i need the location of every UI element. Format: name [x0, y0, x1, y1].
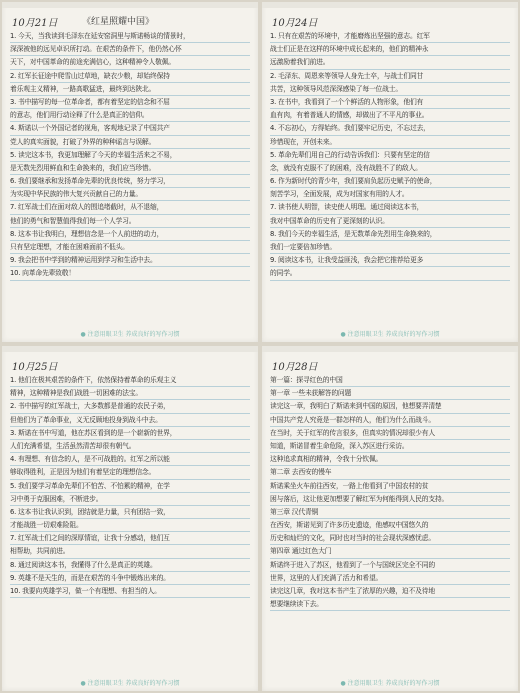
text-line: 相帮助，共同前进。	[10, 545, 250, 558]
text-line: 深深被他的远见卓识所打动。在艰苦的条件下，他仍然心怀	[10, 43, 250, 56]
text-line: 3. 书中描写的每一位革命者，都有着坚定的信念和不屈	[10, 96, 250, 109]
text-line: 共苦，这种领导风范深深感染了每一位战士。	[270, 83, 510, 96]
page-footer: ● 注意用眼卫生 养成良好的写作习惯	[80, 680, 180, 687]
text-line: 9. 我会把书中学到的精神运用到学习和生活中去。	[10, 254, 250, 267]
text-line: 着乐观主义精神，一路高歌猛进，最终到达陕北。	[10, 83, 250, 96]
text-line: 2. 书中描写的红军战士，大多数都是普通的农民子弟，	[10, 400, 250, 413]
text-line: 念，就没有克服不了的困难，没有战胜不了的敌人。	[270, 162, 510, 175]
text-line: 7. 红军战士们之间的深厚情谊，让我十分感动，他们互	[10, 532, 250, 545]
text-line: 知道，斯诺冒着生命危险，深入苏区进行采访。	[270, 440, 510, 453]
handwritten-lines	[10, 30, 250, 318]
text-line: 6. 作为新时代的青少年，我们要肩负起历史赋予的使命，	[270, 175, 510, 188]
text-line: 斯诺乘坐火车前往西安，一路上他看到了中国农村的贫	[270, 480, 510, 493]
text-line: 5. 读完这本书，我更加理解了今天的幸福生活来之不易，	[10, 149, 250, 162]
page-footer: ● 注意用眼卫生 养成良好的写作习惯	[80, 331, 180, 338]
text-line: 2. 红军长征途中爬雪山过草地，缺衣少粮，却始终保持	[10, 70, 250, 83]
handwritten-lines	[270, 374, 510, 667]
page-binding-strip	[262, 346, 518, 352]
text-line: 战士们正是在这样的环境中成长起来的，他们的精神永	[270, 43, 510, 56]
text-line: 中国共产党人究竟是一群怎样的人，他们为什么而战斗。	[270, 414, 510, 427]
notebook-page-1	[2, 2, 258, 342]
text-line: 精神，这种精神是我们战胜一切困难的法宝。	[10, 387, 250, 400]
text-line: 第二章 去西安的慢车	[270, 466, 510, 479]
text-line: 1. 只有在艰苦的环境中，才能磨炼出坚强的意志。红军	[270, 30, 510, 43]
text-line: 血有肉，有着普通人的情感，却做出了不平凡的事业。	[270, 109, 510, 122]
handwritten-lines	[270, 30, 510, 318]
text-line: 的意志，他们用行动诠释了什么是真正的信仰。	[10, 109, 250, 122]
text-line: 8. 我们今天的幸福生活，是无数革命先烈用生命换来的，	[270, 228, 510, 241]
text-line: 4. 有理想、有信念的人，是不可战胜的。红军之所以能	[10, 453, 250, 466]
text-line: 习中勇于克服困难，不断进步。	[10, 493, 250, 506]
page-date: 10月24日	[272, 18, 318, 29]
page-binding-strip	[2, 2, 258, 8]
text-line: 3. 在书中，我看到了一个个鲜活的人物形象，他们有	[270, 96, 510, 109]
text-line: 读完这几章，我对这本书产生了浓厚的兴趣，迫不及待地	[270, 585, 510, 598]
text-line: 够取得胜利，正是因为他们有着坚定的理想信念。	[10, 466, 250, 479]
text-line: 第一篇：探寻红色的中国	[270, 374, 510, 387]
text-line: 第三章 汉代青铜	[270, 506, 510, 519]
page-date: 10月25日	[12, 362, 58, 373]
text-line: 第一章 一些未获解答的问题	[270, 387, 510, 400]
text-line: 5. 我们要学习革命先辈们不怕苦、不怕累的精神，在学	[10, 480, 250, 493]
text-line: 远激励着我们前进。	[270, 56, 510, 69]
text-line: 的同学。	[270, 267, 510, 280]
text-line: 在西安，斯诺见到了许多历史遗迹，他感叹中国悠久的	[270, 519, 510, 532]
text-line: 在当时，关于红军的传言很多，但真实的情况却很少有人	[270, 427, 510, 440]
text-line: 历史和灿烂的文化，同时也对当时的社会现状深感忧虑。	[270, 532, 510, 545]
page-binding-strip	[262, 2, 518, 8]
text-line: 想要继续读下去。	[270, 598, 510, 611]
text-line: 这种追求真相的精神，令我十分钦佩。	[270, 453, 510, 466]
text-line: 8. 通过阅读这本书，我懂得了什么是真正的英雄。	[10, 559, 250, 572]
text-line: 斯诺终于进入了苏区，他看到了一个与国统区完全不同的	[270, 559, 510, 572]
text-line: 5. 革命先辈们用自己的行动告诉我们：只要有坚定的信	[270, 149, 510, 162]
text-line: 10. 向革命先辈致敬！	[10, 267, 250, 280]
text-line: 7. 红军战士们在面对敌人的围追堵截时，从不退缩，	[10, 201, 250, 214]
text-line: 8. 这本书让我明白，理想信念是一个人前进的动力，	[10, 228, 250, 241]
text-line: 才能战胜一切艰难险阻。	[10, 519, 250, 532]
text-line: 9. 阅读这本书，让我受益匪浅，我会把它推荐给更多	[270, 254, 510, 267]
page-footer: ● 注意用眼卫生 养成良好的写作习惯	[340, 680, 440, 687]
page-binding-strip	[2, 346, 258, 352]
page-date: 10月21日	[12, 18, 58, 29]
text-line: 为实现中华民族的伟大复兴贡献自己的力量。	[10, 188, 250, 201]
text-line: 4. 斯诺以一个外国记者的视角，客观地记录了中国共产	[10, 122, 250, 135]
text-line: 读完这一章，我明白了斯诺来到中国的原因，他想要弄清楚	[270, 400, 510, 413]
text-line: 只有坚定理想，才能在困难面前不低头。	[10, 241, 250, 254]
text-line: 他们的勇气和智慧值得我们每一个人学习。	[10, 215, 250, 228]
text-line: 7. 读书使人明智，读史使人明理。通过阅读这本书，	[270, 201, 510, 214]
page-date: 10月28日	[272, 362, 318, 373]
page-title: 《红星照耀中国》	[82, 17, 155, 27]
text-line: 2. 毛泽东、周恩来等领导人身先士卒，与战士们同甘	[270, 70, 510, 83]
text-line: 党人的真实面貌，打破了外界的种种谣言与误解。	[10, 136, 250, 149]
text-line: 6. 这本书让我认识到，团结就是力量，只有团结一致，	[10, 506, 250, 519]
text-line: 1. 他们在极其艰苦的条件下，依然保持着革命的乐观主义	[10, 374, 250, 387]
page-footer: ● 注意用眼卫生 养成良好的写作习惯	[340, 331, 440, 338]
text-line: 人们充满希望，生活虽然清苦却很有朝气。	[10, 440, 250, 453]
text-line: 我对中国革命的历史有了更深刻的认识。	[270, 215, 510, 228]
text-line: 3. 斯诺在书中写道，他在苏区看到的是一个崭新的世界，	[10, 427, 250, 440]
notebook-page-4	[262, 346, 518, 691]
text-line: 10. 我要向英雄学习，做一个有理想、有担当的人。	[10, 585, 250, 598]
text-line: 世界，这里的人们充满了活力和希望。	[270, 572, 510, 585]
handwritten-lines	[10, 374, 250, 667]
text-line: 刻苦学习，全面发展，成为对国家有用的人才。	[270, 188, 510, 201]
text-line: 天下，对中国革命的前途充满信心，这种精神令人敬佩。	[10, 56, 250, 69]
notebook-page-3	[2, 346, 258, 691]
text-line: 珍惜现在，开创未来。	[270, 136, 510, 149]
text-line: 6. 我们要继承和发扬革命先辈的优良传统，努力学习，	[10, 175, 250, 188]
text-line: 9. 英雄不是天生的，而是在艰苦的斗争中锻炼出来的。	[10, 572, 250, 585]
text-line: 1. 今天，当我读到毛泽东在延安窑洞里与斯诺畅谈的情景时，	[10, 30, 250, 43]
text-line: 第四章 通过红色大门	[270, 545, 510, 558]
text-line: 但他们为了革命事业，义无反顾地投身到战斗中去。	[10, 414, 250, 427]
text-line: 是无数先烈用鲜血和生命换来的，我们应当珍惜。	[10, 162, 250, 175]
text-line: 我们一定要倍加珍惜。	[270, 241, 510, 254]
text-line: 4. 不忘初心，方得始终。我们要牢记历史，不忘过去，	[270, 122, 510, 135]
text-line: 困与落后，这让他更加想要了解红军为何能得到人民的支持。	[270, 493, 510, 506]
notebook-page-2	[262, 2, 518, 342]
